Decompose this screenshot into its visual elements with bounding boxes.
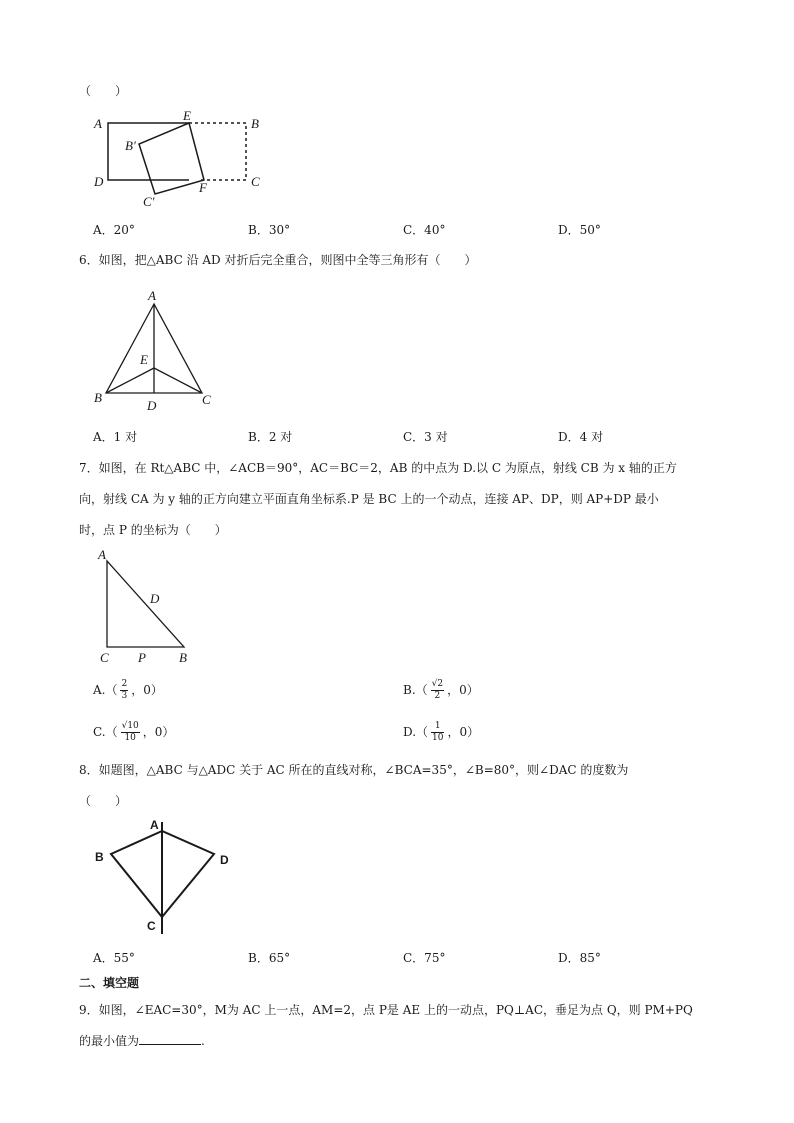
- q7-stem-line1: 7．如图，在 Rt△ABC 中，∠ACB＝90°，AC＝BC＝2，AB 的中点为 D.以 C 为原点，射线 CB 为 x 轴的正方: [79, 461, 677, 475]
- q5-label-F: F: [199, 180, 207, 195]
- q8-label-A: A: [150, 818, 159, 832]
- q7-option-b-fraction: [431, 679, 444, 702]
- q7-option-c-suffix: ，0）: [142, 725, 175, 739]
- q7-option-d-suffix: ，0）: [447, 725, 480, 739]
- q6-label-C: C: [202, 392, 211, 407]
- q7-option-b-denominator: 2: [434, 691, 441, 701]
- q5-folded-square: [139, 123, 204, 194]
- q7-option-c[interactable]: [93, 721, 174, 744]
- q8-stem-line1: 8．如题图，△ABC 与△ADC 关于 AC 所在的直线对称，∠BCA=35°，∠B=80°，则∠DAC 的度数为: [79, 763, 629, 777]
- q7-option-a-fraction: [120, 679, 128, 702]
- q7-option-c-prefix: C.（: [93, 725, 118, 739]
- q6-label-B: B: [94, 390, 102, 405]
- q7-stem-line3: 时，点 P 的坐标为（ ）: [79, 523, 227, 537]
- q8-stem-line2: （ ）: [79, 794, 128, 808]
- q6-option-c[interactable]: C．3 对: [403, 430, 448, 444]
- q7-label-B: B: [179, 650, 187, 665]
- q7-figure: [92, 546, 202, 668]
- q5-label-C: C: [251, 174, 260, 189]
- q9-stem-line2-text: 的最小值为: [79, 1034, 140, 1048]
- q5-label-A: A: [94, 116, 102, 131]
- q5-label-E: E: [183, 108, 191, 123]
- q7-label-P: P: [138, 650, 146, 665]
- q6-option-b[interactable]: B．2 对: [248, 430, 293, 444]
- q8-label-C: C: [147, 919, 156, 933]
- q5-label-C-prime: C′: [143, 194, 155, 209]
- q6-option-a[interactable]: A．1 对: [93, 430, 138, 444]
- q8-option-c[interactable]: C．75°: [403, 951, 446, 965]
- q5-label-B: B: [251, 116, 259, 131]
- q5-label-D: D: [94, 174, 104, 189]
- q7-label-A: A: [98, 547, 106, 562]
- q8-label-D: D: [220, 853, 229, 867]
- q7-option-c-denominator: 10: [124, 733, 136, 743]
- q7-option-a-numerator: 2: [121, 679, 128, 689]
- q7-option-a-prefix: A.（: [93, 683, 118, 697]
- q7-label-C: C: [100, 650, 109, 665]
- q7-option-d-denominator: 10: [432, 733, 444, 743]
- q6-label-D: D: [147, 398, 157, 413]
- q7-option-b[interactable]: [403, 679, 479, 702]
- q9-stem-line2: [79, 1032, 205, 1049]
- section-title-fill-in: 二、填空题: [79, 976, 140, 990]
- q7-option-d-numerator: 1: [431, 721, 444, 733]
- q7-stem-line2: 向，射线 CA 为 y 轴的正方向建立平面直角坐标系.P 是 BC 上的一个动点，连接 AP、DP，则 AP+DP 最小: [79, 492, 659, 506]
- q7-option-b-suffix: ，0）: [447, 683, 479, 697]
- q9-answer-blank[interactable]: [139, 1033, 201, 1045]
- q6-stem: 6．如图，把△ABC 沿 AD 对折后完全重合，则图中全等三角形有（ ）: [79, 253, 477, 267]
- q8-label-B: B: [95, 850, 104, 864]
- q5-answer-bracket: （ ）: [79, 84, 128, 98]
- q7-option-a[interactable]: [93, 679, 163, 702]
- q7-right-triangle: [107, 561, 184, 647]
- q8-option-a[interactable]: A．55°: [93, 951, 135, 965]
- q7-option-c-numerator: √10: [121, 721, 139, 731]
- q8-option-d[interactable]: D．85°: [558, 951, 601, 965]
- q7-option-a-denominator: 3: [121, 691, 128, 701]
- q5-option-a[interactable]: A．20°: [93, 223, 135, 237]
- q8-figure: [88, 812, 238, 940]
- q7-option-c-fraction: [121, 721, 140, 744]
- q7-label-D: D: [150, 591, 160, 606]
- q7-option-d[interactable]: [403, 721, 479, 744]
- q9-stem-line1: 9．如图，∠EAC=30°，M为 AC 上一点，AM=2，点 P是 AE 上的一动点，PQ⊥AC，垂足为点 Q，则 PM+PQ: [79, 1003, 693, 1017]
- q6-figure: [88, 286, 223, 416]
- q6-label-E: E: [140, 352, 148, 367]
- q6-label-A: A: [148, 288, 156, 303]
- q5-option-d[interactable]: D．50°: [558, 223, 601, 237]
- q7-option-b-numerator: √2: [431, 679, 444, 689]
- q5-rectangle-dashed: [189, 123, 246, 180]
- q7-option-b-prefix: B.（: [403, 683, 428, 697]
- q5-figure: [88, 110, 273, 210]
- q7-option-d-fraction: [431, 721, 444, 744]
- q9-stem-line2-end: .: [201, 1034, 205, 1048]
- q8-option-b[interactable]: B．65°: [248, 951, 291, 965]
- q5-option-c[interactable]: C．40°: [403, 223, 446, 237]
- q7-option-d-prefix: D.（: [403, 725, 429, 739]
- q6-option-d[interactable]: D．4 对: [558, 430, 604, 444]
- q7-option-a-suffix: ，0）: [131, 683, 163, 697]
- q5-option-b[interactable]: B．30°: [248, 223, 291, 237]
- q5-label-B-prime: B′: [125, 138, 136, 153]
